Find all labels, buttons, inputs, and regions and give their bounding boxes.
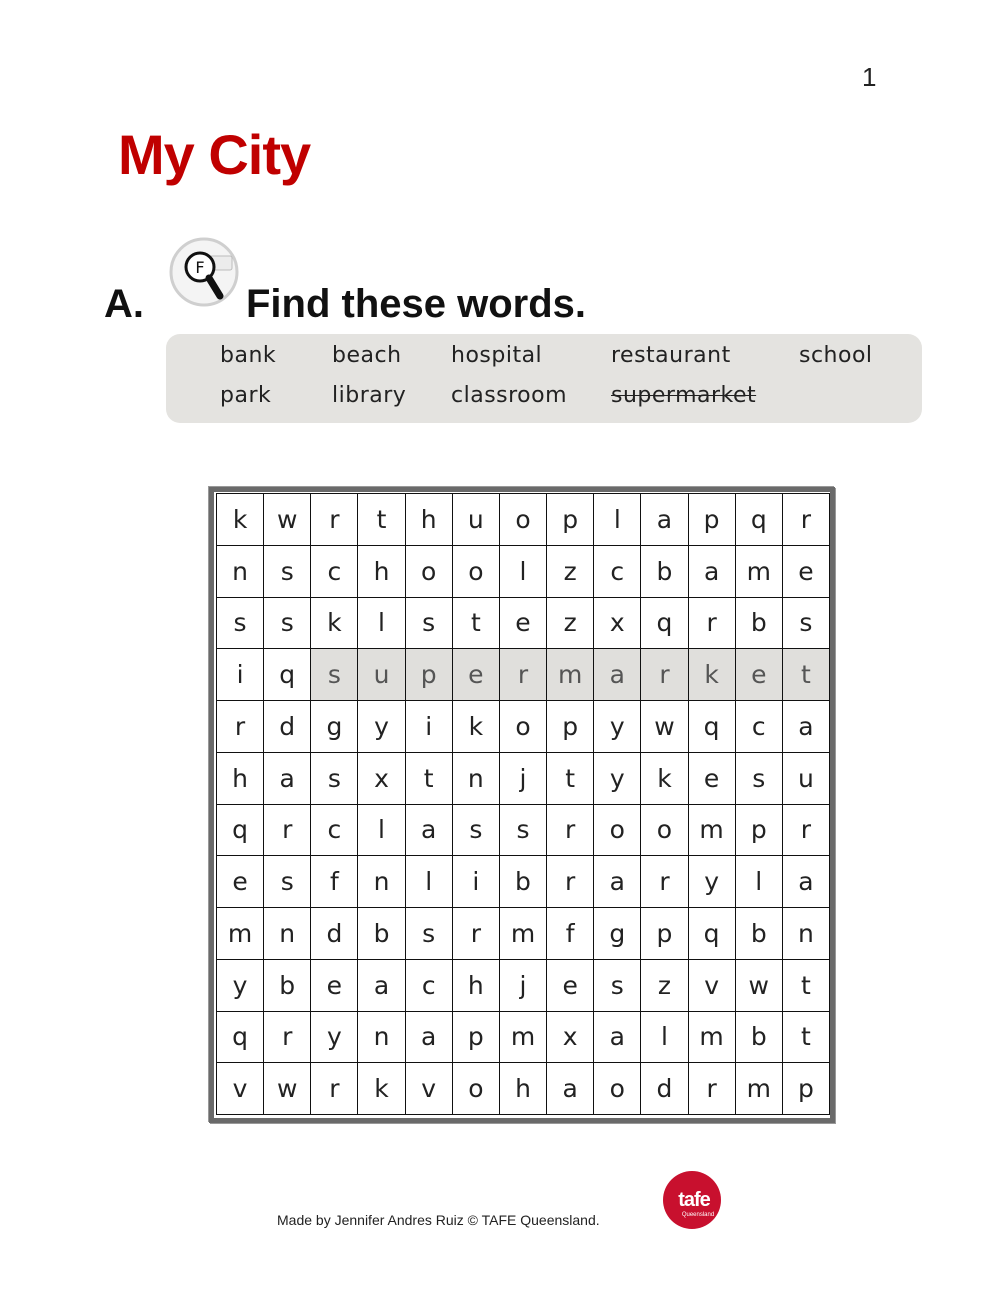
grid-cell[interactable]: p — [547, 701, 594, 753]
grid-cell[interactable]: k — [453, 701, 500, 753]
grid-cell[interactable]: x — [358, 753, 405, 805]
grid-cell[interactable]: r — [500, 649, 547, 701]
grid-cell[interactable]: n — [264, 908, 311, 960]
grid-cell[interactable]: o — [453, 1063, 500, 1115]
grid-cell[interactable]: r — [311, 1063, 358, 1115]
grid-cell[interactable]: u — [453, 494, 500, 546]
grid-cell[interactable]: k — [217, 494, 264, 546]
grid-cell[interactable]: h — [217, 753, 264, 805]
grid-cell[interactable]: u — [783, 753, 830, 805]
grid-cell[interactable]: e — [547, 960, 594, 1012]
grid-cell[interactable]: d — [264, 701, 311, 753]
grid-cell[interactable]: z — [641, 960, 688, 1012]
grid-cell[interactable]: h — [453, 960, 500, 1012]
grid-cell[interactable]: w — [641, 701, 688, 753]
grid-cell[interactable]: s — [500, 805, 547, 857]
grid-cell[interactable]: d — [641, 1063, 688, 1115]
grid-cell[interactable]: n — [783, 908, 830, 960]
grid-cell[interactable]: o — [641, 805, 688, 857]
instruction-heading: Find these words. — [246, 282, 587, 326]
grid-cell[interactable]: c — [594, 546, 641, 598]
grid-cell[interactable]: l — [406, 856, 453, 908]
grid-cell[interactable]: w — [736, 960, 783, 1012]
grid-cell[interactable]: l — [500, 546, 547, 598]
grid-cell[interactable]: e — [453, 649, 500, 701]
grid-cell[interactable]: t — [358, 494, 405, 546]
tafe-logo — [662, 1170, 722, 1230]
grid-cell[interactable]: m — [689, 1012, 736, 1064]
grid-cell[interactable]: s — [406, 908, 453, 960]
grid-cell[interactable]: b — [358, 908, 405, 960]
grid-cell[interactable]: k — [641, 753, 688, 805]
grid-cell[interactable]: k — [311, 598, 358, 650]
grid-cell[interactable]: q — [689, 701, 736, 753]
grid-cell[interactable]: r — [547, 856, 594, 908]
grid-cell[interactable]: b — [736, 908, 783, 960]
grid-cell[interactable]: h — [358, 546, 405, 598]
grid-cell[interactable]: y — [594, 701, 641, 753]
grid-cell[interactable]: n — [453, 753, 500, 805]
grid-cell[interactable]: q — [217, 1012, 264, 1064]
grid-cell[interactable]: l — [736, 856, 783, 908]
grid-cell[interactable]: c — [406, 960, 453, 1012]
grid-cell[interactable]: n — [217, 546, 264, 598]
grid-cell[interactable]: m — [689, 805, 736, 857]
grid-cell[interactable]: r — [689, 1063, 736, 1115]
grid-cell[interactable]: b — [500, 856, 547, 908]
grid-cell[interactable]: r — [453, 908, 500, 960]
grid-cell[interactable]: r — [547, 805, 594, 857]
grid-cell[interactable]: h — [500, 1063, 547, 1115]
grid-cell[interactable]: s — [264, 598, 311, 650]
grid-cell[interactable]: s — [736, 753, 783, 805]
grid-cell[interactable]: i — [453, 856, 500, 908]
grid-cell[interactable]: e — [689, 753, 736, 805]
svg-text:tafe: tafe — [678, 1189, 710, 1211]
grid-cell[interactable]: p — [406, 649, 453, 701]
grid-cell[interactable]: u — [358, 649, 405, 701]
grid-cell[interactable]: x — [547, 1012, 594, 1064]
grid-cell[interactable]: h — [406, 494, 453, 546]
word-search-grid — [216, 493, 830, 1115]
grid-cell[interactable]: a — [783, 856, 830, 908]
word-bank-item: bank — [220, 343, 277, 368]
grid-cell[interactable]: a — [594, 649, 641, 701]
section-letter: A. — [104, 282, 144, 326]
grid-cell[interactable]: l — [358, 805, 405, 857]
grid-cell[interactable]: o — [594, 805, 641, 857]
grid-cell[interactable]: o — [453, 546, 500, 598]
grid-cell[interactable]: e — [311, 960, 358, 1012]
grid-cell[interactable]: a — [358, 960, 405, 1012]
grid-cell[interactable]: p — [453, 1012, 500, 1064]
grid-cell[interactable]: m — [547, 649, 594, 701]
grid-cell[interactable]: z — [547, 546, 594, 598]
magnifier-icon — [168, 236, 244, 312]
grid-cell[interactable]: m — [217, 908, 264, 960]
grid-cell[interactable]: t — [783, 649, 830, 701]
grid-cell[interactable]: p — [783, 1063, 830, 1115]
grid-cell[interactable]: p — [736, 805, 783, 857]
grid-cell[interactable]: y — [689, 856, 736, 908]
grid-cell[interactable]: e — [500, 598, 547, 650]
grid-cell[interactable]: b — [736, 598, 783, 650]
grid-cell[interactable]: x — [594, 598, 641, 650]
grid-cell[interactable]: d — [311, 908, 358, 960]
grid-cell[interactable]: v — [217, 1063, 264, 1115]
grid-cell[interactable]: g — [594, 908, 641, 960]
grid-cell[interactable]: a — [594, 856, 641, 908]
grid-cell[interactable]: q — [736, 494, 783, 546]
grid-cell[interactable]: c — [311, 546, 358, 598]
grid-cell[interactable]: f — [547, 908, 594, 960]
grid-cell[interactable]: s — [783, 598, 830, 650]
grid-cell[interactable]: m — [736, 546, 783, 598]
grid-cell[interactable]: e — [783, 546, 830, 598]
grid-cell[interactable]: r — [641, 649, 688, 701]
grid-cell[interactable]: a — [689, 546, 736, 598]
grid-cell[interactable]: k — [358, 1063, 405, 1115]
grid-cell[interactable]: q — [217, 805, 264, 857]
grid-cell[interactable]: w — [264, 1063, 311, 1115]
grid-cell[interactable]: g — [311, 701, 358, 753]
grid-cell[interactable]: r — [311, 494, 358, 546]
grid-cell[interactable]: q — [264, 649, 311, 701]
grid-cell[interactable]: c — [736, 701, 783, 753]
grid-cell[interactable]: m — [500, 1012, 547, 1064]
word-bank-item: beach — [332, 343, 402, 368]
grid-cell[interactable]: q — [641, 598, 688, 650]
grid-cell[interactable]: s — [311, 649, 358, 701]
word-bank-item: library — [332, 383, 407, 408]
grid-cell[interactable]: r — [689, 598, 736, 650]
grid-cell[interactable]: s — [264, 856, 311, 908]
grid-cell[interactable]: r — [783, 494, 830, 546]
grid-cell[interactable]: s — [594, 960, 641, 1012]
grid-cell[interactable]: a — [641, 494, 688, 546]
grid-cell[interactable]: s — [217, 598, 264, 650]
word-bank-item: hospital — [451, 343, 543, 368]
footer-credit: Made by Jennifer Andres Ruiz © TAFE Queensland. — [277, 1212, 600, 1228]
word-bank — [166, 334, 922, 423]
grid-cell[interactable]: v — [406, 1063, 453, 1115]
grid-cell[interactable]: t — [783, 960, 830, 1012]
grid-cell[interactable]: q — [689, 908, 736, 960]
grid-cell[interactable]: l — [641, 1012, 688, 1064]
grid-cell[interactable]: r — [264, 1012, 311, 1064]
grid-cell[interactable]: a — [406, 805, 453, 857]
grid-cell[interactable]: b — [736, 1012, 783, 1064]
grid-cell[interactable]: t — [783, 1012, 830, 1064]
grid-cell[interactable]: a — [547, 1063, 594, 1115]
grid-cell[interactable]: b — [641, 546, 688, 598]
grid-cell[interactable]: o — [594, 1063, 641, 1115]
grid-cell[interactable]: e — [217, 856, 264, 908]
grid-cell[interactable]: p — [641, 908, 688, 960]
grid-cell[interactable]: a — [406, 1012, 453, 1064]
grid-cell[interactable]: p — [547, 494, 594, 546]
word-bank-item: park — [220, 383, 272, 408]
grid-cell[interactable]: e — [736, 649, 783, 701]
word-bank-item: restaurant — [611, 343, 731, 368]
grid-cell[interactable]: k — [689, 649, 736, 701]
grid-cell[interactable]: o — [500, 701, 547, 753]
grid-cell[interactable]: r — [783, 805, 830, 857]
grid-cell[interactable]: z — [547, 598, 594, 650]
grid-cell[interactable]: v — [689, 960, 736, 1012]
grid-cell[interactable]: f — [311, 856, 358, 908]
grid-cell[interactable]: s — [264, 546, 311, 598]
grid-cell[interactable]: m — [500, 908, 547, 960]
grid-cell[interactable]: r — [641, 856, 688, 908]
grid-cell[interactable]: n — [358, 1012, 405, 1064]
grid-cell[interactable]: a — [783, 701, 830, 753]
grid-cell[interactable]: y — [594, 753, 641, 805]
grid-cell[interactable]: o — [500, 494, 547, 546]
grid-cell[interactable]: y — [358, 701, 405, 753]
grid-cell[interactable]: a — [264, 753, 311, 805]
grid-cell[interactable]: n — [358, 856, 405, 908]
grid-cell[interactable]: i — [406, 701, 453, 753]
grid-cell[interactable]: p — [689, 494, 736, 546]
word-bank-item: supermarket — [611, 383, 757, 408]
grid-cell[interactable]: l — [594, 494, 641, 546]
grid-cell[interactable]: j — [500, 960, 547, 1012]
grid-cell[interactable]: a — [594, 1012, 641, 1064]
grid-cell[interactable]: s — [311, 753, 358, 805]
word-bank-item: school — [799, 343, 873, 368]
magnifier-letter: F — [195, 258, 205, 277]
grid-cell[interactable]: t — [406, 753, 453, 805]
grid-cell[interactable]: w — [264, 494, 311, 546]
grid-cell[interactable]: r — [217, 701, 264, 753]
word-bank-item: classroom — [451, 383, 568, 408]
grid-cell[interactable]: b — [264, 960, 311, 1012]
grid-cell[interactable]: c — [311, 805, 358, 857]
grid-cell[interactable]: i — [217, 649, 264, 701]
grid-cell[interactable]: t — [453, 598, 500, 650]
grid-cell[interactable]: o — [406, 546, 453, 598]
grid-cell[interactable]: l — [358, 598, 405, 650]
grid-cell[interactable]: y — [217, 960, 264, 1012]
grid-cell[interactable]: s — [453, 805, 500, 857]
grid-cell[interactable]: r — [264, 805, 311, 857]
grid-cell[interactable]: j — [500, 753, 547, 805]
svg-text:Queensland: Queensland — [681, 1212, 715, 1218]
grid-cell[interactable]: t — [547, 753, 594, 805]
grid-cell[interactable]: m — [736, 1063, 783, 1115]
page-number: 1 — [862, 62, 877, 92]
page-title: My City — [118, 123, 311, 186]
grid-cell[interactable]: y — [311, 1012, 358, 1064]
grid-cell[interactable]: s — [406, 598, 453, 650]
